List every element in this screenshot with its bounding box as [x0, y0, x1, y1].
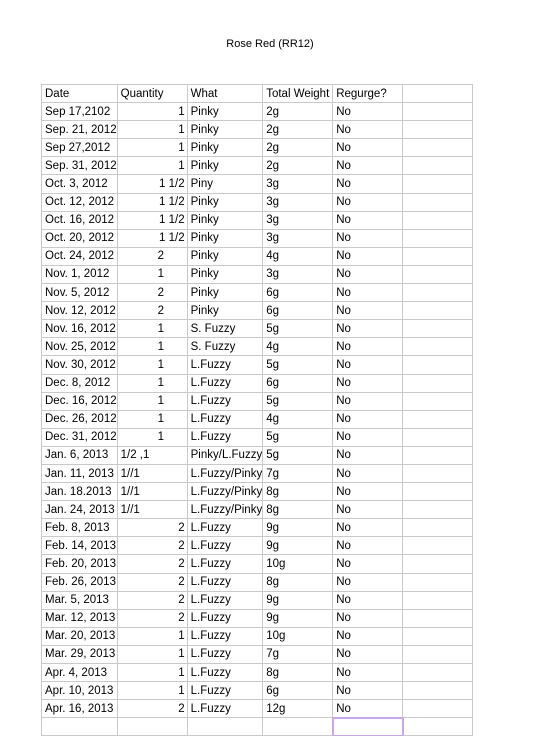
- regurge-cell[interactable]: No: [333, 609, 403, 627]
- what-cell[interactable]: L.Fuzzy: [187, 428, 263, 446]
- weight-cell[interactable]: 5g: [263, 392, 333, 410]
- table-row: [42, 519, 473, 537]
- what-cell[interactable]: L.Fuzzy/Pinky: [187, 501, 263, 519]
- weight-cell[interactable]: 4g: [263, 338, 333, 356]
- empty-cell[interactable]: [403, 193, 473, 211]
- date-cell[interactable]: Jan. 24, 2013: [42, 501, 118, 519]
- table-row: [42, 392, 473, 410]
- date-cell[interactable]: Feb. 8, 2013: [42, 519, 118, 537]
- weight-cell[interactable]: 6g: [263, 374, 333, 392]
- empty-cell[interactable]: [403, 519, 473, 537]
- weight-cell[interactable]: 3g: [263, 175, 333, 193]
- empty-cell[interactable]: [403, 483, 473, 501]
- table-row: [42, 320, 473, 338]
- table-row: [42, 211, 473, 229]
- what-cell[interactable]: S. Fuzzy: [187, 338, 263, 356]
- empty-cell[interactable]: [403, 139, 473, 157]
- what-cell[interactable]: Piny: [187, 175, 263, 193]
- empty-cell[interactable]: [403, 157, 473, 175]
- empty-cell[interactable]: [403, 338, 473, 356]
- column-header[interactable]: What: [187, 85, 263, 103]
- regurge-cell[interactable]: No: [333, 284, 403, 302]
- date-cell[interactable]: Jan. 11, 2013: [42, 464, 118, 482]
- weight-cell[interactable]: 7g: [263, 464, 333, 482]
- quantity-cell[interactable]: 2: [117, 700, 187, 718]
- table-row: [42, 609, 473, 627]
- weight-cell[interactable]: 5g: [263, 356, 333, 374]
- table-row: [42, 157, 473, 175]
- quantity-cell[interactable]: 2: [117, 537, 187, 555]
- weight-cell[interactable]: 10g: [263, 627, 333, 645]
- quantity-cell[interactable]: 2: [117, 609, 187, 627]
- regurge-cell[interactable]: No: [333, 664, 403, 682]
- weight-cell[interactable]: 10g: [263, 555, 333, 573]
- regurge-cell[interactable]: No: [333, 591, 403, 609]
- weight-cell[interactable]: 2g: [263, 121, 333, 139]
- regurge-cell[interactable]: No: [333, 211, 403, 229]
- table-row: [42, 374, 473, 392]
- feeding-log-table: [41, 84, 473, 736]
- weight-cell[interactable]: 7g: [263, 645, 333, 663]
- date-cell[interactable]: Nov. 12, 2012: [42, 302, 118, 320]
- header-row: [42, 85, 473, 103]
- regurge-cell[interactable]: No: [333, 193, 403, 211]
- what-cell[interactable]: Pinky: [187, 229, 263, 247]
- table-row: [42, 338, 473, 356]
- weight-cell[interactable]: 2g: [263, 157, 333, 175]
- what-cell[interactable]: L.Fuzzy: [187, 410, 263, 428]
- quantity-cell[interactable]: 2: [117, 302, 187, 320]
- quantity-cell[interactable]: 2: [117, 247, 187, 265]
- what-cell[interactable]: L.Fuzzy: [187, 627, 263, 645]
- what-cell[interactable]: L.Fuzzy: [187, 519, 263, 537]
- weight-cell[interactable]: 9g: [263, 609, 333, 627]
- table-row: [42, 718, 473, 736]
- table-row: [42, 555, 473, 573]
- date-cell[interactable]: Dec. 26, 2012: [42, 410, 118, 428]
- empty-cell[interactable]: [403, 609, 473, 627]
- date-cell[interactable]: Feb. 14, 2013: [42, 537, 118, 555]
- quantity-cell[interactable]: 1: [117, 428, 187, 446]
- empty-cell[interactable]: [403, 211, 473, 229]
- empty-cell[interactable]: [403, 700, 473, 718]
- table-row: [42, 627, 473, 645]
- column-header[interactable]: Total Weight: [263, 85, 333, 103]
- quantity-cell[interactable]: 1: [117, 627, 187, 645]
- empty-cell[interactable]: [42, 718, 118, 736]
- regurge-cell[interactable]: No: [333, 320, 403, 338]
- date-cell[interactable]: Dec. 31, 2012: [42, 428, 118, 446]
- table-row: [42, 302, 473, 320]
- empty-cell[interactable]: [403, 392, 473, 410]
- empty-cell[interactable]: [403, 247, 473, 265]
- date-cell[interactable]: Mar. 5, 2013: [42, 591, 118, 609]
- empty-cell[interactable]: [403, 682, 473, 700]
- quantity-cell[interactable]: 1 1/2: [117, 229, 187, 247]
- weight-cell[interactable]: 5g: [263, 320, 333, 338]
- weight-cell[interactable]: 9g: [263, 519, 333, 537]
- quantity-cell[interactable]: 1: [117, 121, 187, 139]
- what-cell[interactable]: L.Fuzzy: [187, 609, 263, 627]
- table-row: [42, 501, 473, 519]
- table-row: [42, 229, 473, 247]
- weight-cell[interactable]: 5g: [263, 428, 333, 446]
- quantity-cell[interactable]: 1 1/2: [117, 175, 187, 193]
- what-cell[interactable]: Pinky/L.Fuzzy: [187, 446, 263, 464]
- what-cell[interactable]: Pinky: [187, 247, 263, 265]
- quantity-cell[interactable]: 2: [117, 591, 187, 609]
- table-row: [42, 139, 473, 157]
- what-cell[interactable]: L.Fuzzy: [187, 356, 263, 374]
- empty-cell[interactable]: [403, 464, 473, 482]
- weight-cell[interactable]: 9g: [263, 537, 333, 555]
- quantity-cell[interactable]: 2: [117, 555, 187, 573]
- weight-cell[interactable]: 6g: [263, 682, 333, 700]
- weight-cell[interactable]: 2g: [263, 103, 333, 121]
- empty-cell[interactable]: [333, 718, 403, 736]
- quantity-cell[interactable]: 1: [117, 356, 187, 374]
- quantity-cell[interactable]: 1//1: [117, 483, 187, 501]
- quantity-cell[interactable]: 1//1: [117, 464, 187, 482]
- date-cell[interactable]: Oct. 3, 2012: [42, 175, 118, 193]
- regurge-cell[interactable]: No: [333, 302, 403, 320]
- quantity-cell[interactable]: 1: [117, 139, 187, 157]
- date-cell[interactable]: Feb. 20, 2013: [42, 555, 118, 573]
- weight-cell[interactable]: 4g: [263, 410, 333, 428]
- empty-cell[interactable]: [403, 410, 473, 428]
- regurge-cell[interactable]: No: [333, 247, 403, 265]
- weight-cell[interactable]: 3g: [263, 265, 333, 283]
- regurge-cell[interactable]: No: [333, 446, 403, 464]
- empty-cell[interactable]: [403, 175, 473, 193]
- quantity-cell[interactable]: 1 1/2: [117, 211, 187, 229]
- date-cell[interactable]: Nov. 16, 2012: [42, 320, 118, 338]
- weight-cell[interactable]: 8g: [263, 664, 333, 682]
- quantity-cell[interactable]: 1: [117, 338, 187, 356]
- weight-cell[interactable]: 6g: [263, 284, 333, 302]
- empty-cell[interactable]: [403, 555, 473, 573]
- date-cell[interactable]: Mar. 20, 2013: [42, 627, 118, 645]
- date-cell[interactable]: Feb. 26, 2013: [42, 573, 118, 591]
- what-cell[interactable]: L.Fuzzy/Pinky: [187, 483, 263, 501]
- quantity-cell[interactable]: 2: [117, 573, 187, 591]
- what-cell[interactable]: Pinky: [187, 103, 263, 121]
- what-cell[interactable]: L.Fuzzy: [187, 664, 263, 682]
- quantity-cell[interactable]: 1: [117, 664, 187, 682]
- date-cell[interactable]: Jan. 18.2013: [42, 483, 118, 501]
- quantity-cell[interactable]: 1: [117, 103, 187, 121]
- date-cell[interactable]: Jan. 6, 2013: [42, 446, 118, 464]
- regurge-cell[interactable]: No: [333, 229, 403, 247]
- empty-cell[interactable]: [403, 573, 473, 591]
- empty-cell[interactable]: [403, 645, 473, 663]
- empty-cell[interactable]: [403, 121, 473, 139]
- empty-cell[interactable]: [403, 537, 473, 555]
- table-row: [42, 410, 473, 428]
- what-cell[interactable]: L.Fuzzy: [187, 700, 263, 718]
- column-header[interactable]: Regurge?: [333, 85, 403, 103]
- regurge-cell[interactable]: No: [333, 157, 403, 175]
- quantity-cell[interactable]: 2: [117, 519, 187, 537]
- table-row: [42, 284, 473, 302]
- regurge-cell[interactable]: No: [333, 103, 403, 121]
- table-row: [42, 591, 473, 609]
- regurge-cell[interactable]: No: [333, 555, 403, 573]
- regurge-cell[interactable]: No: [333, 464, 403, 482]
- column-header[interactable]: Quantity: [117, 85, 187, 103]
- date-cell[interactable]: Apr. 16, 2013: [42, 700, 118, 718]
- column-header[interactable]: [403, 85, 473, 103]
- date-cell[interactable]: Apr. 10, 2013: [42, 682, 118, 700]
- regurge-cell[interactable]: No: [333, 501, 403, 519]
- weight-cell[interactable]: 2g: [263, 139, 333, 157]
- table-row: [42, 645, 473, 663]
- empty-cell[interactable]: [403, 428, 473, 446]
- table-row: [42, 356, 473, 374]
- what-cell[interactable]: L.Fuzzy: [187, 573, 263, 591]
- empty-cell[interactable]: [403, 664, 473, 682]
- empty-cell[interactable]: [403, 265, 473, 283]
- table-row: [42, 265, 473, 283]
- what-cell[interactable]: L.Fuzzy: [187, 374, 263, 392]
- quantity-cell[interactable]: 1: [117, 392, 187, 410]
- what-cell[interactable]: Pinky: [187, 157, 263, 175]
- table-row: [42, 446, 473, 464]
- regurge-cell[interactable]: No: [333, 519, 403, 537]
- regurge-cell[interactable]: No: [333, 374, 403, 392]
- weight-cell[interactable]: 6g: [263, 302, 333, 320]
- table-row: [42, 664, 473, 682]
- what-cell[interactable]: S. Fuzzy: [187, 320, 263, 338]
- regurge-cell[interactable]: No: [333, 265, 403, 283]
- table-row: [42, 464, 473, 482]
- weight-cell[interactable]: 9g: [263, 591, 333, 609]
- date-cell[interactable]: Oct. 20, 2012: [42, 229, 118, 247]
- date-cell[interactable]: Nov. 5, 2012: [42, 284, 118, 302]
- regurge-cell[interactable]: No: [333, 645, 403, 663]
- date-cell[interactable]: Oct. 16, 2012: [42, 211, 118, 229]
- table-row: [42, 700, 473, 718]
- what-cell[interactable]: L.Fuzzy: [187, 537, 263, 555]
- date-cell[interactable]: Sep 17,2102: [42, 103, 118, 121]
- document-title: Rose Red (RR12): [226, 38, 314, 50]
- what-cell[interactable]: Pinky: [187, 121, 263, 139]
- regurge-cell[interactable]: No: [333, 627, 403, 645]
- empty-cell[interactable]: [403, 591, 473, 609]
- table-row: [42, 428, 473, 446]
- date-cell[interactable]: Nov. 25, 2012: [42, 338, 118, 356]
- what-cell[interactable]: L.Fuzzy: [187, 392, 263, 410]
- table-row: [42, 103, 473, 121]
- what-cell[interactable]: Pinky: [187, 139, 263, 157]
- date-cell[interactable]: Dec. 16, 2012: [42, 392, 118, 410]
- weight-cell[interactable]: 8g: [263, 501, 333, 519]
- empty-cell[interactable]: [117, 718, 187, 736]
- empty-cell[interactable]: [403, 356, 473, 374]
- empty-cell[interactable]: [403, 718, 473, 736]
- weight-cell[interactable]: 12g: [263, 700, 333, 718]
- date-cell[interactable]: Sep. 31, 2012: [42, 157, 118, 175]
- weight-cell[interactable]: 5g: [263, 446, 333, 464]
- quantity-cell[interactable]: 1: [117, 682, 187, 700]
- weight-cell[interactable]: 3g: [263, 229, 333, 247]
- date-cell[interactable]: Nov. 1, 2012: [42, 265, 118, 283]
- date-cell[interactable]: Oct. 12, 2012: [42, 193, 118, 211]
- what-cell[interactable]: Pinky: [187, 284, 263, 302]
- quantity-cell[interactable]: 1: [117, 410, 187, 428]
- weight-cell[interactable]: 4g: [263, 247, 333, 265]
- regurge-cell[interactable]: No: [333, 682, 403, 700]
- empty-cell[interactable]: [403, 501, 473, 519]
- empty-cell[interactable]: [403, 374, 473, 392]
- what-cell[interactable]: L.Fuzzy/Pinky: [187, 464, 263, 482]
- regurge-cell[interactable]: No: [333, 139, 403, 157]
- table-row: [42, 247, 473, 265]
- regurge-cell[interactable]: No: [333, 483, 403, 501]
- quantity-cell[interactable]: 1/2 ,1: [117, 446, 187, 464]
- regurge-cell[interactable]: No: [333, 410, 403, 428]
- regurge-cell[interactable]: No: [333, 537, 403, 555]
- date-cell[interactable]: Dec. 8, 2012: [42, 374, 118, 392]
- empty-cell[interactable]: [403, 229, 473, 247]
- quantity-cell[interactable]: 1//1: [117, 501, 187, 519]
- what-cell[interactable]: L.Fuzzy: [187, 555, 263, 573]
- table-row: [42, 175, 473, 193]
- date-cell[interactable]: Mar. 12, 2013: [42, 609, 118, 627]
- table-row: [42, 573, 473, 591]
- table-row: [42, 682, 473, 700]
- quantity-cell[interactable]: 1: [117, 374, 187, 392]
- what-cell[interactable]: L.Fuzzy: [187, 682, 263, 700]
- date-cell[interactable]: Sep 27,2012: [42, 139, 118, 157]
- quantity-cell[interactable]: 1: [117, 157, 187, 175]
- empty-cell[interactable]: [187, 718, 263, 736]
- empty-cell[interactable]: [403, 302, 473, 320]
- regurge-cell[interactable]: No: [333, 175, 403, 193]
- quantity-cell[interactable]: 1: [117, 645, 187, 663]
- what-cell[interactable]: Pinky: [187, 265, 263, 283]
- date-cell[interactable]: Mar. 29, 2013: [42, 645, 118, 663]
- empty-cell[interactable]: [403, 320, 473, 338]
- regurge-cell[interactable]: No: [333, 338, 403, 356]
- regurge-cell[interactable]: No: [333, 573, 403, 591]
- empty-cell[interactable]: [403, 446, 473, 464]
- weight-cell[interactable]: 3g: [263, 211, 333, 229]
- what-cell[interactable]: L.Fuzzy: [187, 645, 263, 663]
- date-cell[interactable]: Nov. 30, 2012: [42, 356, 118, 374]
- date-cell[interactable]: Oct. 24, 2012: [42, 247, 118, 265]
- regurge-cell[interactable]: No: [333, 121, 403, 139]
- table-row: [42, 483, 473, 501]
- quantity-cell[interactable]: 1: [117, 320, 187, 338]
- table-row: [42, 193, 473, 211]
- regurge-cell[interactable]: No: [333, 700, 403, 718]
- empty-cell[interactable]: [403, 627, 473, 645]
- date-cell[interactable]: Sep. 21, 2012: [42, 121, 118, 139]
- regurge-cell[interactable]: No: [333, 428, 403, 446]
- regurge-cell[interactable]: No: [333, 356, 403, 374]
- table-row: [42, 537, 473, 555]
- column-header[interactable]: Date: [42, 85, 118, 103]
- date-cell[interactable]: Apr. 4, 2013: [42, 664, 118, 682]
- quantity-cell[interactable]: 2: [117, 284, 187, 302]
- what-cell[interactable]: Pinky: [187, 193, 263, 211]
- table-row: [42, 121, 473, 139]
- empty-cell[interactable]: [403, 103, 473, 121]
- weight-cell[interactable]: 8g: [263, 573, 333, 591]
- what-cell[interactable]: Pinky: [187, 302, 263, 320]
- empty-cell[interactable]: [263, 718, 333, 736]
- empty-cell[interactable]: [403, 284, 473, 302]
- what-cell[interactable]: L.Fuzzy: [187, 591, 263, 609]
- weight-cell[interactable]: 8g: [263, 483, 333, 501]
- regurge-cell[interactable]: No: [333, 392, 403, 410]
- weight-cell[interactable]: 3g: [263, 193, 333, 211]
- what-cell[interactable]: Pinky: [187, 211, 263, 229]
- quantity-cell[interactable]: 1: [117, 265, 187, 283]
- quantity-cell[interactable]: 1 1/2: [117, 193, 187, 211]
